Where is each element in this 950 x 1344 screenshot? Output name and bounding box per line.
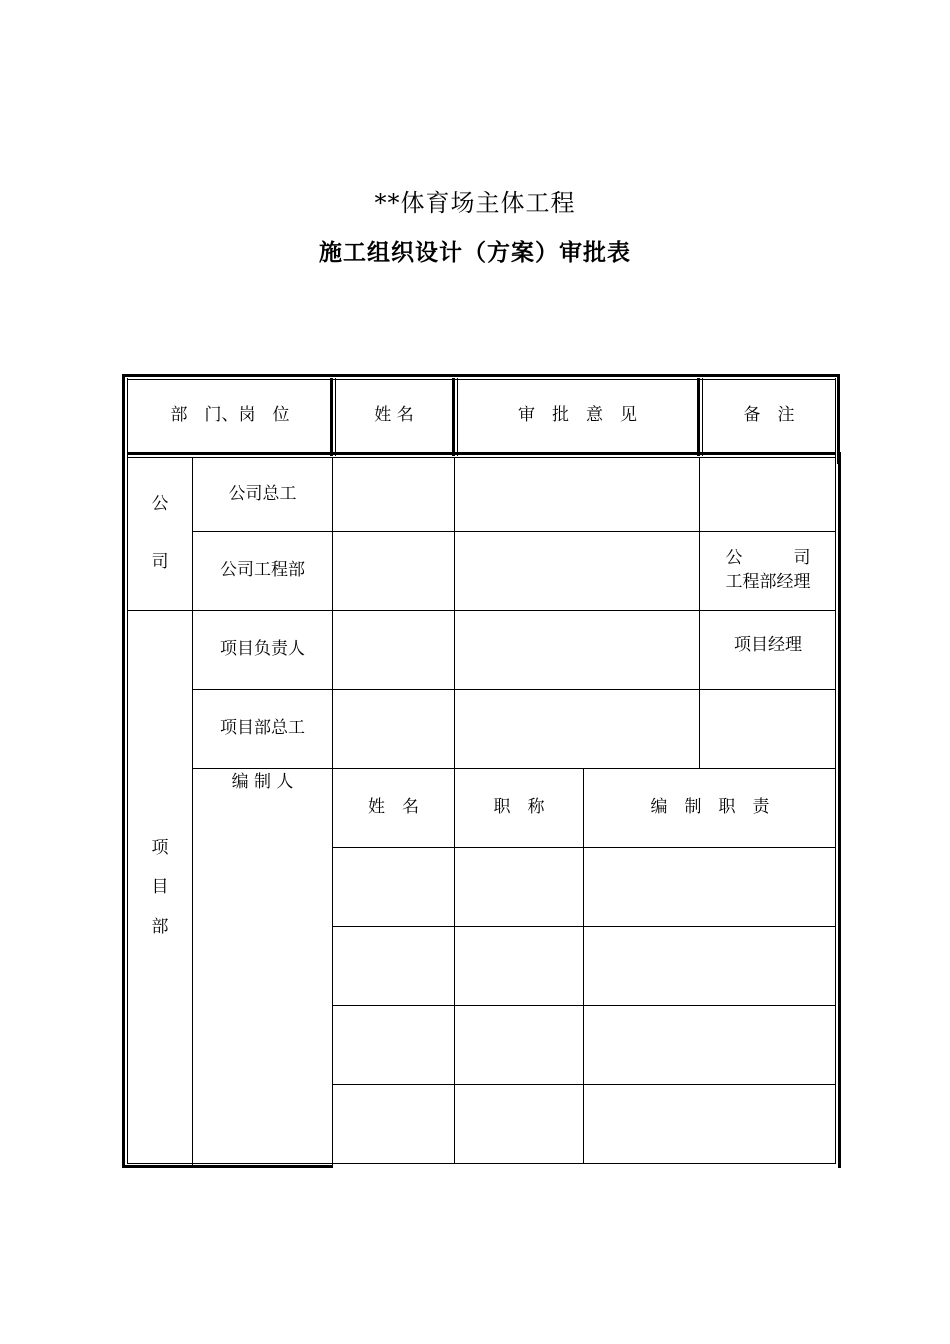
project-leader-name-field[interactable] [333,611,454,689]
compiler-row-2-duty[interactable] [584,927,836,1005]
position-company-chief-engineer: 公司总工 [228,483,297,504]
compiler-row-1-duty[interactable] [584,848,836,926]
compiler-row-2-name[interactable] [333,927,454,1005]
position-project-leader: 项目负责人 [220,639,305,660]
compiler-row-4-title[interactable] [455,1085,583,1163]
compiler-row-1-title[interactable] [455,848,583,926]
group-project-char-1: 项 [151,838,169,859]
compiler-label: 编 制 人 [231,772,294,793]
compiler-header-title: 职 称 [493,797,545,818]
compiler-row-4-duty[interactable] [584,1085,836,1163]
compiler-row-2-title[interactable] [455,927,583,1005]
project-chief-name-field[interactable] [333,690,454,768]
position-company-engineering-dept: 公司工程部 [220,560,305,581]
project-chief-opinion-field[interactable] [455,690,699,768]
remark-line-2: 工程部经理 [725,572,811,592]
compiler-row-3-duty[interactable] [584,1006,836,1084]
document-title: **体育场主体工程 [374,189,576,217]
header-approval-opinion: 审 批 意 见 [518,405,637,426]
group-project-char-2: 目 [151,877,169,898]
header-remark: 备 注 [743,405,795,426]
remark-company-engineering-manager [700,538,836,604]
remark-line-1: 公 司 [725,548,811,569]
remark-project-manager: 项目经理 [734,635,802,656]
project-leader-opinion-field[interactable] [455,611,699,689]
group-company-char-2: 司 [151,552,169,573]
company-chief-opinion-field[interactable] [455,458,699,531]
group-company-char-1: 公 [151,494,169,515]
form-subtitle: 施工组织设计（方案）审批表 [319,239,631,266]
compiler-row-3-title[interactable] [455,1006,583,1084]
position-project-chief-engineer: 项目部总工 [220,718,305,739]
header-dept-position: 部 门、岗 位 [170,405,290,426]
company-eng-name-field[interactable] [333,532,454,610]
company-chief-name-field[interactable] [333,458,454,531]
compiler-row-1-name[interactable] [333,848,454,926]
header-name: 姓 名 [374,405,414,426]
compiler-header-duty: 编 制 职 责 [650,797,770,818]
company-eng-opinion-field[interactable] [455,532,699,610]
compiler-row-3-name[interactable] [333,1006,454,1084]
group-project-char-3: 部 [151,917,169,938]
compiler-row-4-name[interactable] [333,1085,454,1163]
compiler-header-name: 姓 名 [368,797,419,818]
